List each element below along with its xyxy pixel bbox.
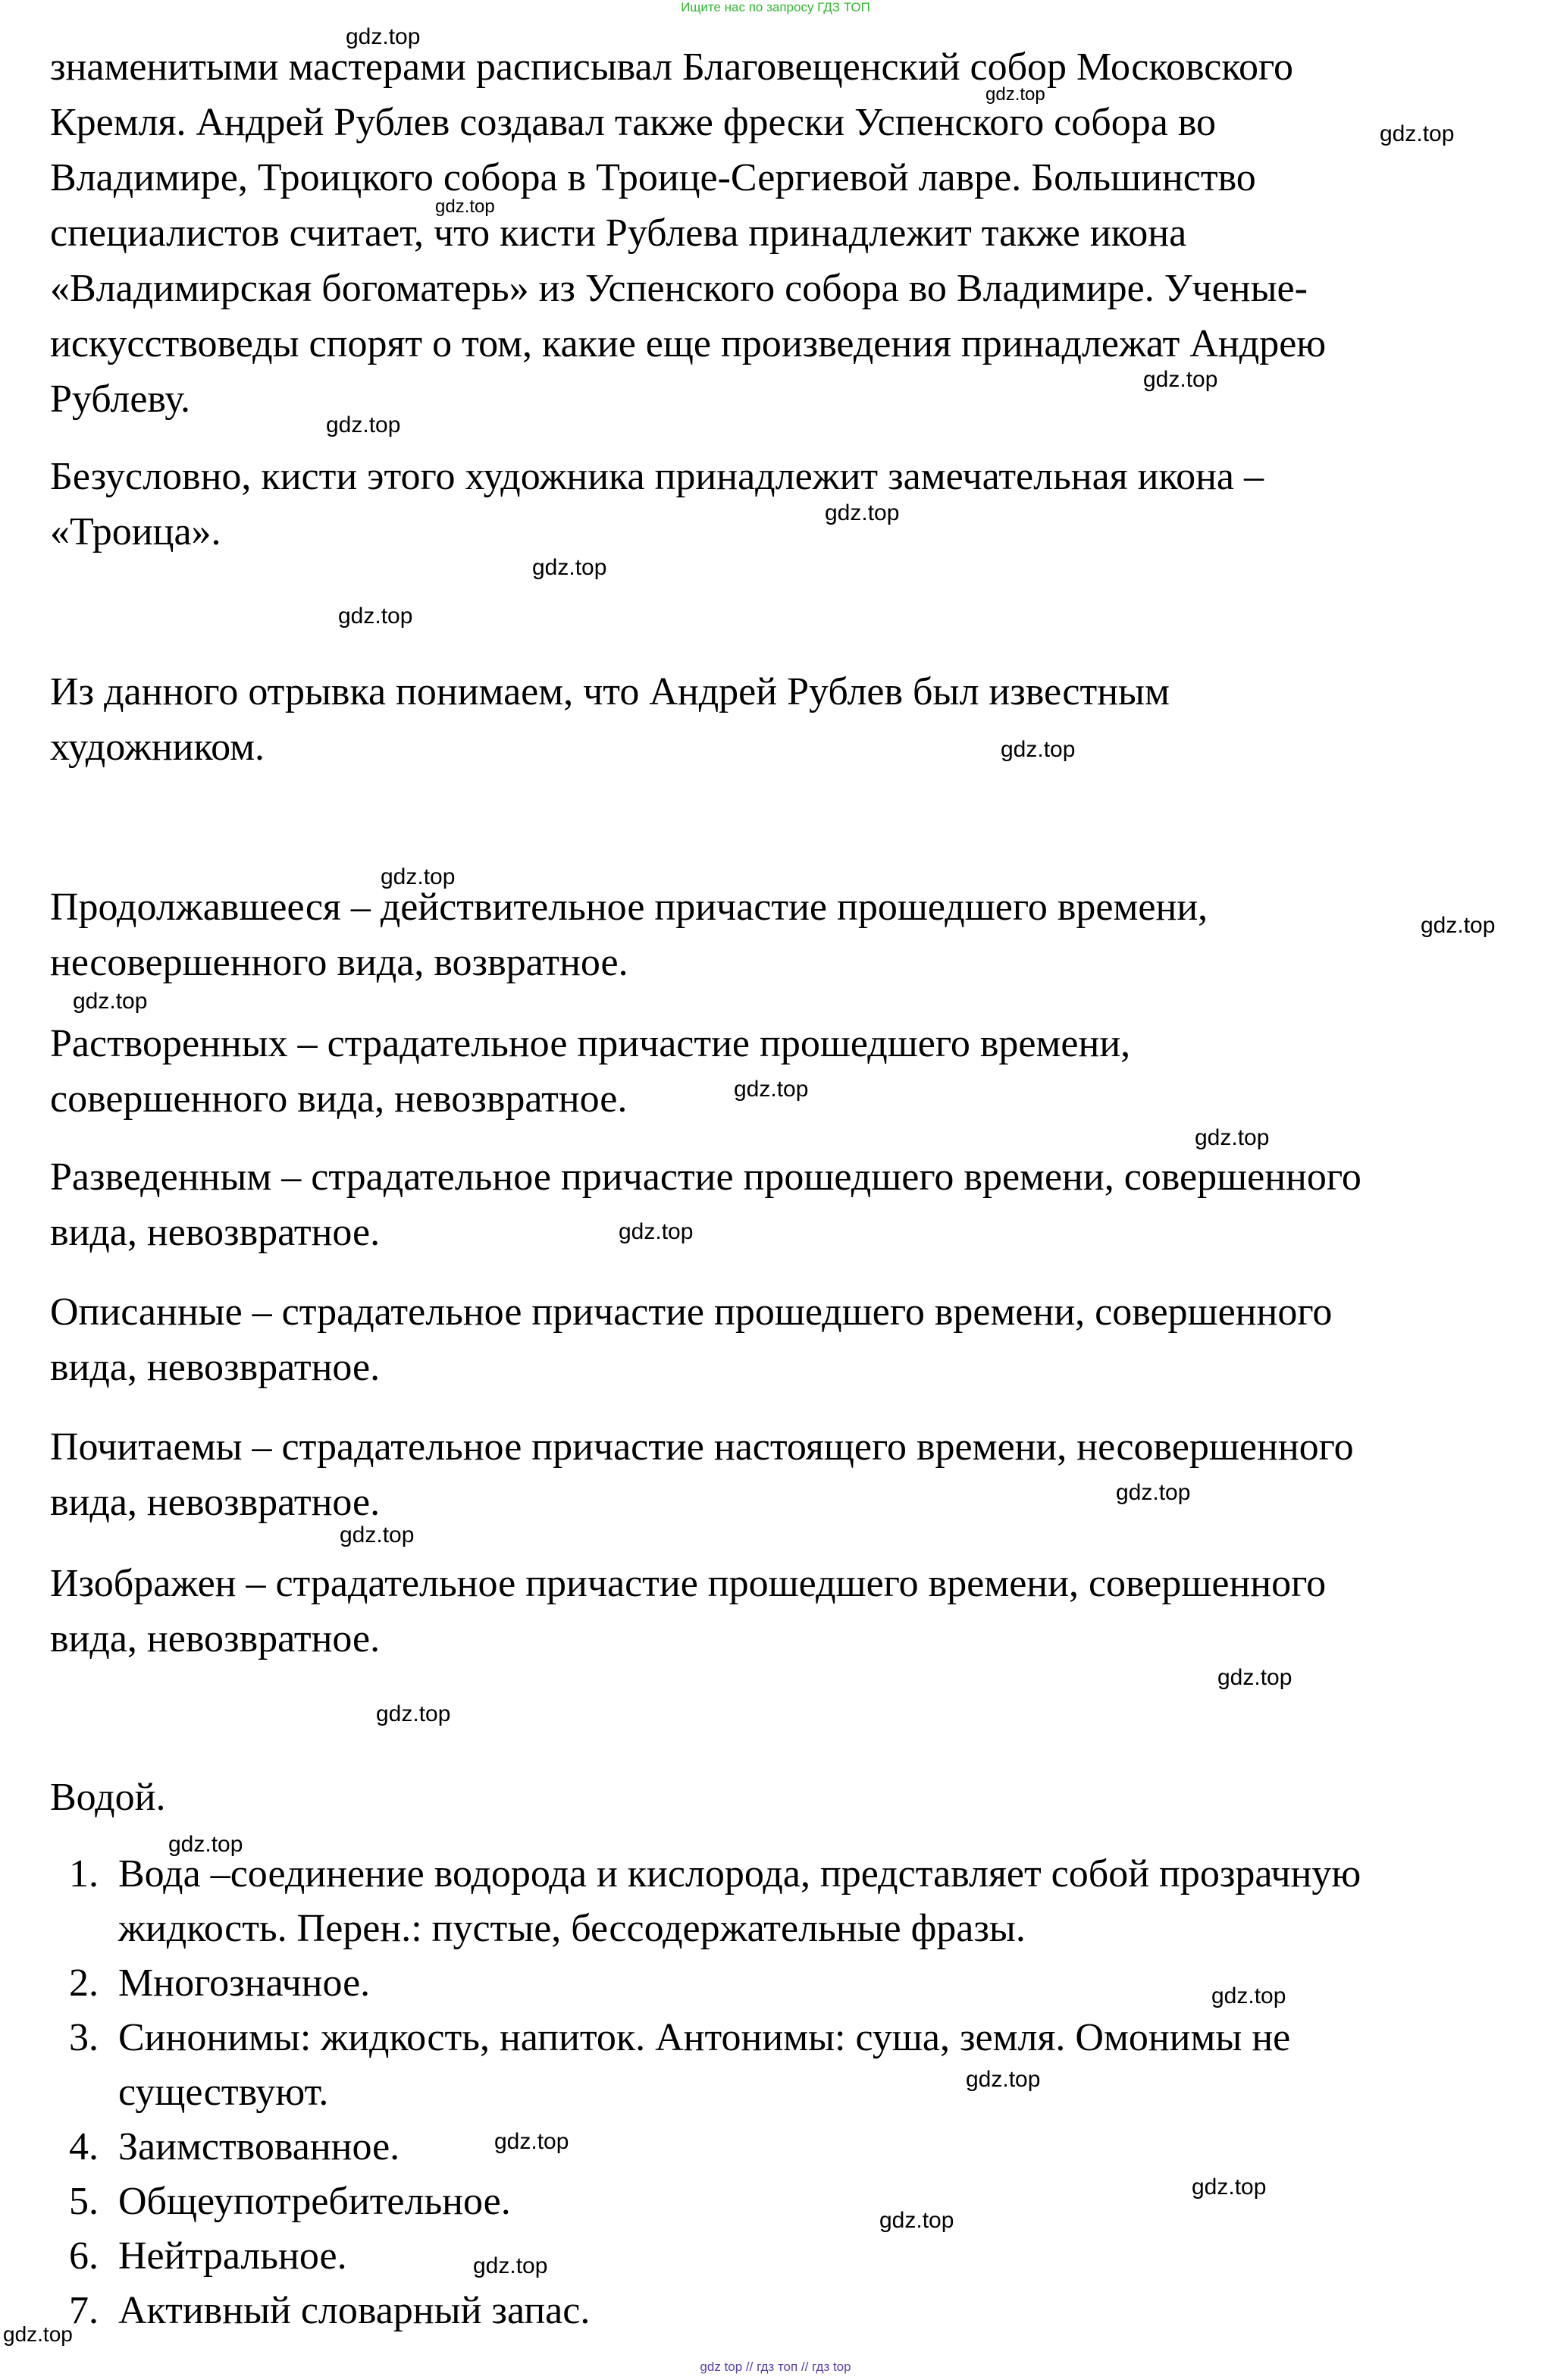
intro-line: Кремля. Андрей Рублев создавал также фрески Успенского собора во [50,101,1217,144]
intro-line: знаменитыми мастерами расписывал Благовещенский собор Московского [50,45,1293,89]
watermark: gdz.top [73,989,148,1014]
watermark: gdz.top [879,2208,954,2233]
watermark: gdz.top [985,84,1045,105]
answer-word [50,1770,1532,1825]
watermark: gdz.top [376,1701,451,1726]
list-number: 4. [69,2125,99,2168]
watermark: gdz.top [168,1832,243,1857]
list-line: жидкость. Перен.: пустые, бессодержательные фразы. [118,1907,1026,1950]
participle-entry [50,1419,1532,1530]
list-line: Многозначное. [118,1961,371,2005]
list-number: 1. [69,1852,99,1896]
list-number: 7. [69,2289,99,2332]
participle-line: несовершенного вида, возвратное. [50,941,628,984]
watermark: gdz.top [1211,1983,1286,2008]
conclusion-paragraph [50,664,1532,775]
answer-word-text: Водой. [50,1776,166,1819]
watermark: gdz.top [1380,121,1455,146]
watermark: gdz.top [532,555,607,580]
trinity-paragraph [50,449,1532,560]
watermark: gdz.top [494,2129,569,2154]
participle-line: Растворенных – страдательное причастие прошедшего времени, [50,1022,1131,1065]
watermark: gdz.top [825,500,900,525]
participle-line: Изображен – страдательное причастие прошедшего времени, совершенного [50,1562,1327,1605]
intro-line: Владимире, Троицкого собора в Троице-Сергиевой лавре. Большинство [50,156,1256,199]
participle-line: вида, невозвратное. [50,1211,381,1254]
watermark: gdz.top [734,1077,809,1102]
watermark: gdz.top [473,2253,548,2278]
list-item [50,2120,1532,2175]
conclusion-line: художником. [50,726,265,769]
watermark: gdz.top [1217,1665,1292,1690]
watermark: gdz.top [346,24,421,49]
watermark: gdz.top [338,604,413,629]
list-number: 2. [69,1961,99,2005]
watermark: gdz.top [1143,367,1218,392]
watermark: gdz.top [1116,1480,1191,1505]
trinity-line: «Троица». [50,510,221,553]
trinity-line: Безусловно, кисти этого художника принадлежит замечательная икона – [50,455,1264,498]
list-item [50,2011,1532,2120]
intro-line: искусствоведы спорят о том, какие еще произведения принадлежат Андрею [50,322,1327,365]
intro-paragraph [50,39,1532,427]
participle-line: Продолжавшееся – действительное причастие прошедшего времени, [50,886,1208,929]
watermark: gdz.top [1001,737,1076,762]
top-banner: Ищите нас по запросу ГДЗ ТОП [681,0,870,14]
participle-entry [50,880,1532,990]
watermark: gdz.top [966,2067,1041,2092]
watermark: gdz.top [381,864,456,889]
participle-entry [50,1556,1532,1667]
participle-entry [50,1016,1532,1127]
watermark: gdz.top [1192,2175,1267,2200]
list-line: существуют. [118,2071,329,2114]
participle-line: Описанные – страдательное причастие прошедшего времени, совершенного [50,1290,1333,1334]
intro-line: Рублеву. [50,378,190,421]
participle-entry [50,1149,1532,1260]
list-number: 6. [69,2234,99,2278]
list-item [50,2284,1532,2338]
list-number: 3. [69,2016,99,2059]
list-line: Заимствованное. [118,2125,400,2168]
participle-line: Почитаемы – страдательное причастие настоящего времени, несовершенного [50,1425,1354,1469]
watermark: gdz.top [1195,1125,1270,1150]
watermark: gdz.top [619,1219,694,1244]
participle-line: совершенного вида, невозвратное. [50,1077,628,1121]
list-line: Нейтральное. [118,2234,347,2278]
watermark: gdz.top [435,196,495,217]
watermark: gdz.top [326,412,401,437]
list-item [50,1847,1532,1956]
list-item [50,2229,1532,2284]
watermark: gdz.top [3,2322,73,2346]
list-line: Активный словарный запас. [118,2289,591,2332]
participle-line: вида, невозвратное. [50,1481,381,1524]
list-line: Синонимы: жидкость, напиток. Антонимы: суша, земля. Омонимы не [118,2016,1291,2059]
list-item [50,1956,1532,2011]
intro-line: специалистов считает, что кисти Рублева принадлежит также икона [50,212,1187,255]
intro-line: «Владимирская богоматерь» из Успенского собора во Владимире. Ученые- [50,267,1308,310]
participle-entry [50,1284,1532,1395]
participle-line: вида, невозвратное. [50,1346,381,1389]
bottom-banner: gdz top // гдз топ // гдз top [700,2360,851,2374]
participle-line: Разведенным – страдательное причастие прошедшего времени, совершенного [50,1156,1361,1199]
list-line: Общеупотребительное. [118,2180,511,2223]
list-line: Вода –соединение водорода и кислорода, представляет собой прозрачную [118,1852,1361,1896]
conclusion-line: Из данного отрывка понимаем, что Андрей Рублев был известным [50,670,1170,713]
watermark: gdz.top [1421,913,1496,938]
watermark: gdz.top [340,1522,415,1547]
participle-line: вида, невозвратное. [50,1617,381,1660]
list-number: 5. [69,2180,99,2223]
word-analysis-list [50,1847,1532,2338]
list-item [50,2175,1532,2229]
